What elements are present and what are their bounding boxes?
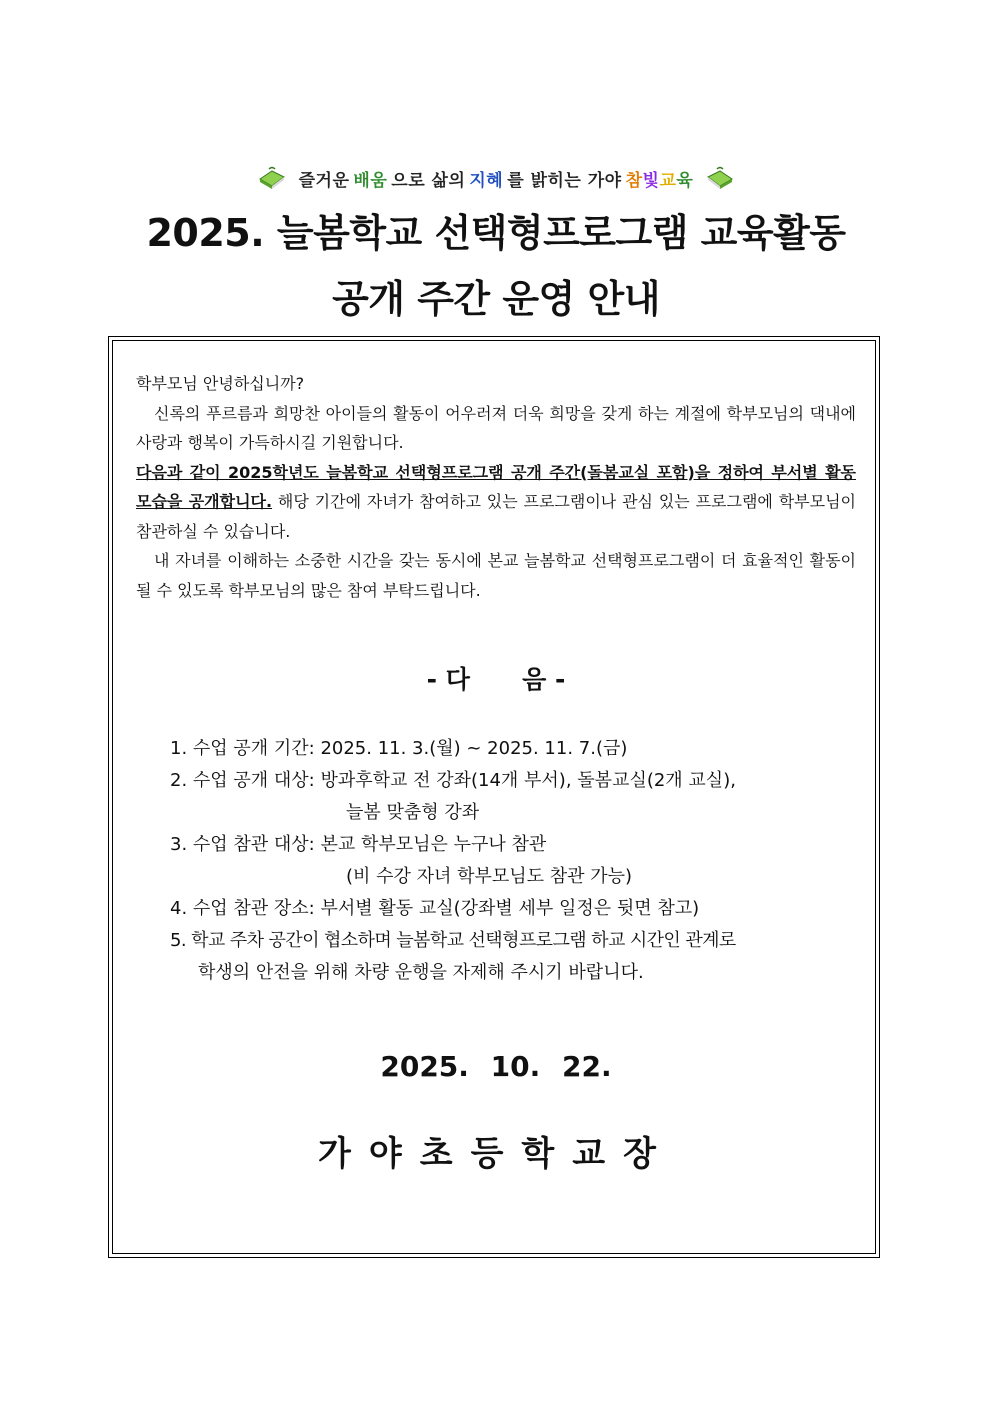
slogan-seg: 즐거운 xyxy=(298,170,350,191)
item-value: 부서별 활동 교실(강좌별 세부 일정은 뒷면 참고) xyxy=(320,898,700,919)
list-item xyxy=(170,733,882,765)
item-label: 3. 수업 참관 대상: xyxy=(170,834,321,855)
signature-principal: 가야초등학교장 xyxy=(318,1134,674,1174)
notice-items xyxy=(170,733,882,989)
slogan-seg: 빛 xyxy=(642,170,660,191)
item-value: 본교 학부모님은 누구나 참관 xyxy=(320,834,547,855)
list-item xyxy=(170,893,882,925)
slogan-seg: 으로 삶의 xyxy=(391,170,466,191)
letter-body xyxy=(136,369,856,605)
item-label: 2. 수업 공개 대상: xyxy=(170,770,321,791)
item-label: 1. 수업 공개 기간: xyxy=(170,738,321,759)
item-continuation: 학생의 안전을 위해 차량 운행을 자제해 주시기 바랍니다. xyxy=(198,962,644,983)
slogan-seg: 지혜 xyxy=(469,170,504,191)
list-item xyxy=(170,765,882,797)
paragraph-2 xyxy=(136,458,856,547)
paragraph-2-emphasis: 다음과 같이 2025학년도 늘봄학교 선택형프로그램 공개 주간(돌봄교실 포함)을 정하여 부서별 활동 모습을 공개합니다. xyxy=(136,462,856,511)
page-title-line1: 2025. 늘봄학교 선택형프로그램 교육활동 xyxy=(146,211,846,255)
item-continuation: 늘봄 맞춤형 강좌 xyxy=(346,802,480,823)
slogan-seg: 참 xyxy=(625,170,643,191)
book-icon xyxy=(257,165,287,191)
paragraph-3: 내 자녀를 이해하는 소중한 시간을 갖는 동시에 본교 늘봄학교 선택형프로그램이 더 효율적인 활동이 될 수 있도록 학부모님의 많은 참여 부탁드립니다. xyxy=(136,551,856,600)
list-item xyxy=(170,829,882,861)
greeting: 학부모님 안녕하십니까? xyxy=(136,374,305,393)
item-continuation: (비 수강 자녀 학부모님도 참관 가능) xyxy=(346,866,633,887)
slogan-seg: 를 밝히는 가야 xyxy=(507,170,622,191)
notice-date: 2025. 10. 22. xyxy=(380,1050,612,1083)
slogan-seg: 배움 xyxy=(353,170,388,191)
item-value: 방과후학교 전 강좌(14개 부서), 돌봄교실(2개 교실), xyxy=(320,770,736,791)
item-label: 4. 수업 참관 장소: xyxy=(170,898,321,919)
slogan xyxy=(0,162,992,194)
list-item: 5. 학교 주차 공간이 협소하며 늘봄학교 선택형프로그램 하교 시간인 관계로 xyxy=(170,930,736,951)
page-title-line2: 공개 주간 운영 안내 xyxy=(332,277,660,321)
notice-heading: - 다 음 - xyxy=(426,665,566,694)
book-icon xyxy=(705,165,735,191)
slogan-seg: 육 xyxy=(676,170,694,191)
item-value: 2025. 11. 3.(월) ~ 2025. 11. 7.(금) xyxy=(320,738,628,759)
slogan-seg: 교 xyxy=(659,170,677,191)
paragraph-2-rest: 해당 기간에 자녀가 참여하고 있는 프로그램이나 관심 있는 프로그램에 학부모님이 참관하실 수 있습니다. xyxy=(136,492,856,541)
paragraph-1: 신록의 푸르름과 희망찬 아이들의 활동이 어우러져 더욱 희망을 갖게 하는 계절에 학부모님의 댁내에 사랑과 행복이 가득하시길 기원합니다. xyxy=(136,403,856,452)
